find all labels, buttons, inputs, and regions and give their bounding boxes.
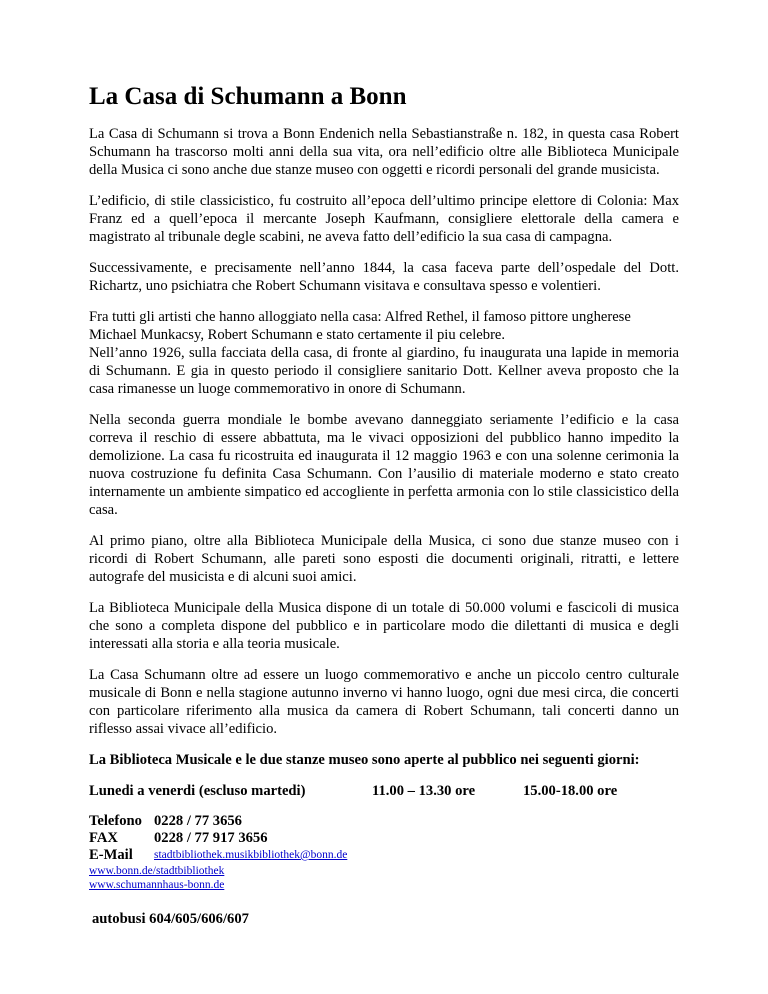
paragraph-museum: Al primo piano, oltre alla Biblioteca Municipale della Musica, ci sono due stanze museo con i ricordi di Robert Schumann, alle pareti sono esposti die documenti originali, ritratti, e lettere autografe del musicista e di alcuni suoi amici. [89,533,679,585]
email-link[interactable]: stadtbibliothek.musikbibliothek@bonn.de [154,849,348,861]
paragraph-hospital: Successivamente, e precisamente nell’anno 1844, la casa faceva parte dell’ospedale del Dott. Richartz, uno psichiatra che Robert Schumann visitava e consultava spesso e volentieri. [89,260,679,294]
paragraph-library: La Biblioteca Municipale della Musica dispone di un totale di 50.000 volumi e fascicoli di musica che sono a completa dispone del pubblico e in particolare modo die dilettanti di musica e degli interessati alla storia e alla teoria musicale. [89,600,679,652]
paragraph-plaque: Nell’anno 1926, sulla facciata della casa, di fronte al giardino, fu inaugurata una lapide in memoria di Schumann. E gia in questo periodo il consigliere sanitario Dott. Kellner aveva proposto che la casa rimanesse un luoge commemorativo in onore di Schumann. [89,345,679,397]
paragraph-location: La Casa di Schumann si trova a Bonn Endenich nella Sebastianstraße n. 182, in questa casa Robert Schumann ha trascorso molti anni della sua vita, ora nell’edificio oltre alle Biblioteca Municipale della Musica ci sono anche due stanze museo con oggetti e ricordi personali del grande musicista. [89,126,679,178]
document-page [89,82,679,928]
page-title: La Casa di Schumann a Bonn [89,83,407,110]
library-website-link[interactable]: www.bonn.de/stadtbibliothek [89,865,225,877]
paragraph-artists: Fra tutti gli artisti che hanno alloggiato nella casa: Alfred Rethel, il famoso pittore ungherese Michael Munkacsy, Robert Schumann e stato certamente il piu celebre. [89,309,631,343]
email-label: E-Mail [89,847,133,863]
email-row [89,847,679,864]
hours-afternoon: 15.00-18.00 ore [523,783,618,799]
bus-lines: autobusi 604/605/606/607 [92,911,249,927]
hours-morning: 11.00 – 13.30 ore [372,783,476,799]
paragraph-history: L’edificio, di stile classicistico, fu costruito all’epoca dell’ultimo principe elettore di Colonia: Max Franz ed a quell’epoca il mercante Joseph Kaufmann, consigliere elettorale della camera e magistrato al tribunale degle scabini, ne aveva fatto dell’edificio la sua casa di campagna. [89,193,679,245]
paragraph-concerts: La Casa Schumann oltre ad essere un luogo commemorativo e anche un piccolo centro culturale musicale di Bonn e nella stagione autunno inverno vi hanno luogo, ogni due mesi circa, die concerti con particolare riferimento alla musica da camera di Robert Schumann, tali concerti danno un riflesso assai vivace all’edificio. [89,667,679,737]
opening-days: Lunedi a venerdi (escluso martedi) [89,783,306,799]
schumannhaus-website-link[interactable]: www.schumannhaus-bonn.de [89,879,225,891]
fax-label: FAX [89,830,118,846]
opening-notice: La Biblioteca Musicale e le due stanze museo sono aperte al pubblico nei seguenti giorni: [89,752,640,768]
phone-value: 0228 / 77 3656 [154,813,242,829]
phone-row [89,813,679,830]
opening-hours [89,782,679,800]
fax-row [89,830,679,847]
paragraph-war: Nella seconda guerra mondiale le bombe avevano danneggiato seriamente l’edificio e la casa correva il reschio di essere abbattuta, ma le vivaci opposizioni del pubblico hanno impedito la demolizione. La casa fu ricostruita ed inaugurata il 12 maggio 1963 e con una solenne cerimonia la nuova costruzione fu definita Casa Schumann. Con l’ausilio di materiale moderno e stato creato internamente un ambiente simpatico ed accogliente in perfetta armonia con lo stile classicistico della casa. [89,412,679,518]
phone-label: Telefono [89,813,142,829]
fax-value: 0228 / 77 917 3656 [154,830,268,846]
